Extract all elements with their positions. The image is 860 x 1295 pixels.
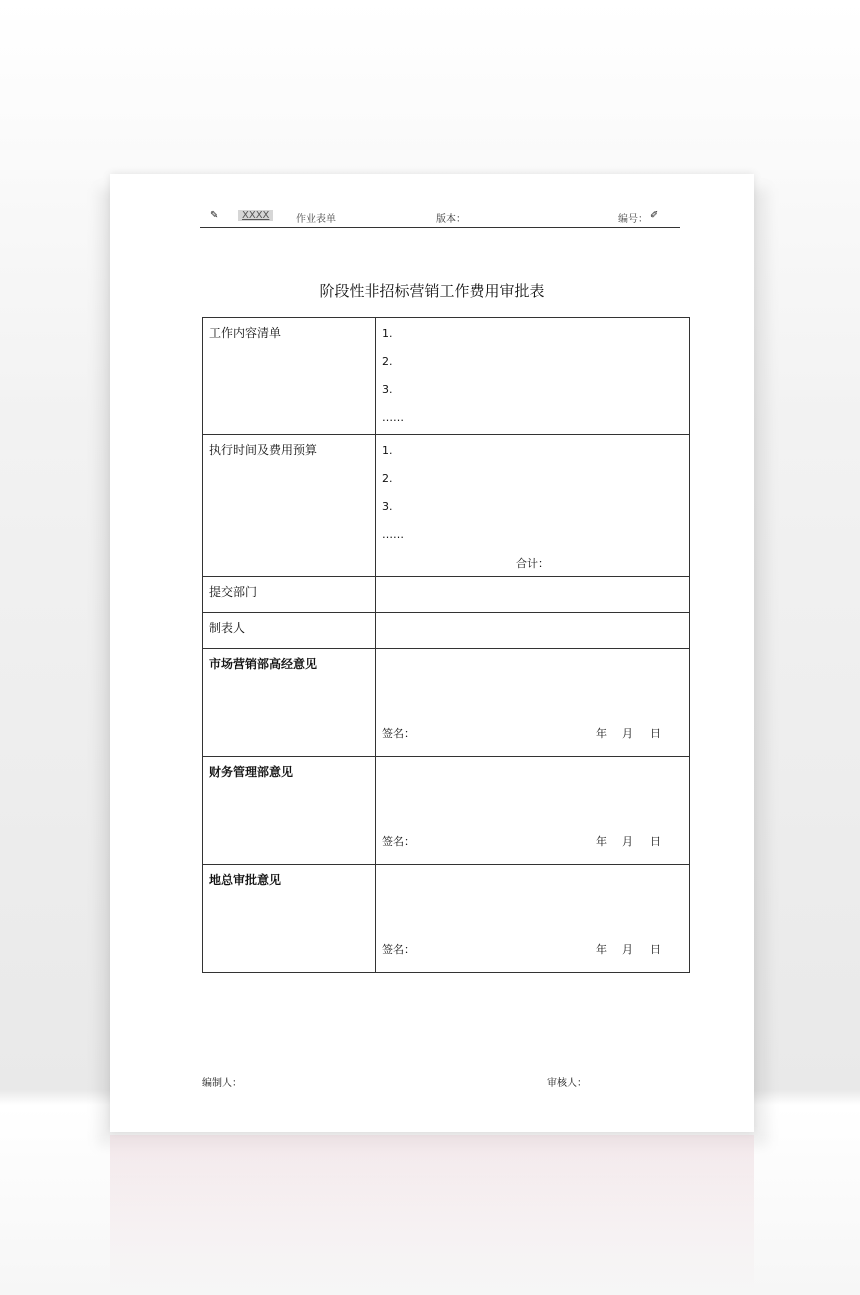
cell-gm-approval[interactable] — [376, 865, 690, 973]
label-schedule-budget: 执行时间及费用预算 — [203, 435, 376, 577]
page-header — [200, 209, 680, 228]
row-marketing-opinion — [203, 649, 690, 757]
row-gm-approval — [203, 865, 690, 973]
month-label: 月 — [622, 943, 633, 956]
label-department: 提交部门 — [203, 577, 376, 613]
label-gm-approval: 地总审批意见 — [203, 865, 376, 973]
list-item: 3. — [382, 500, 393, 513]
label-work-content: 工作内容清单 — [203, 318, 376, 435]
sign-label: 签名： — [382, 943, 415, 956]
company-name: XXXX — [238, 210, 273, 221]
list-item: 2. — [382, 472, 393, 485]
year-label: 年 — [596, 835, 607, 848]
row-schedule-budget — [203, 435, 690, 577]
label-preparer: 制表人 — [203, 613, 376, 649]
document-page — [110, 174, 754, 1132]
document-title: 阶段性非招标营销工作费用审批表 — [319, 282, 545, 300]
cell-marketing-opinion[interactable] — [376, 649, 690, 757]
list-item: …… — [382, 411, 404, 424]
list-item: …… — [382, 528, 404, 541]
schedule-budget-list — [376, 435, 689, 551]
year-label: 年 — [596, 727, 607, 740]
paperclip-icon: ✎ — [210, 210, 219, 221]
cell-finance-opinion[interactable] — [376, 757, 690, 865]
cell-department[interactable] — [376, 577, 690, 613]
work-content-list — [376, 318, 689, 434]
year-label: 年 — [596, 943, 607, 956]
reviewer-label: 审核人： — [547, 1078, 587, 1089]
pen-icon: ✐ — [650, 210, 659, 221]
sign-label: 签名： — [382, 727, 415, 740]
version-label: 版本： — [436, 214, 466, 225]
signature-line — [376, 649, 689, 755]
approval-table — [202, 317, 690, 973]
list-item: 3. — [382, 383, 393, 396]
row-preparer — [203, 613, 690, 649]
list-item: 1. — [382, 444, 393, 457]
list-item: 1. — [382, 327, 393, 340]
cell-preparer[interactable] — [376, 613, 690, 649]
row-work-content — [203, 318, 690, 435]
month-label: 月 — [622, 727, 633, 740]
total-label: 合计： — [516, 557, 549, 570]
month-label: 月 — [622, 835, 633, 848]
day-label: 日 — [650, 943, 661, 956]
label-marketing-opinion: 市场营销部高经意见 — [203, 649, 376, 757]
signature-line — [376, 757, 689, 863]
compiler-label: 编制人： — [202, 1078, 242, 1089]
row-finance-opinion — [203, 757, 690, 865]
form-name: 作业表单 — [296, 214, 336, 225]
day-label: 日 — [650, 727, 661, 740]
day-label: 日 — [650, 835, 661, 848]
page-reflection — [110, 1135, 754, 1295]
label-finance-opinion: 财务管理部意见 — [203, 757, 376, 865]
row-department — [203, 577, 690, 613]
number-label: 编号： — [618, 214, 648, 225]
cell-schedule-budget[interactable] — [376, 435, 690, 577]
cell-work-content[interactable] — [376, 318, 690, 435]
sign-label: 签名： — [382, 835, 415, 848]
signature-line — [376, 865, 689, 971]
list-item: 2. — [382, 355, 393, 368]
